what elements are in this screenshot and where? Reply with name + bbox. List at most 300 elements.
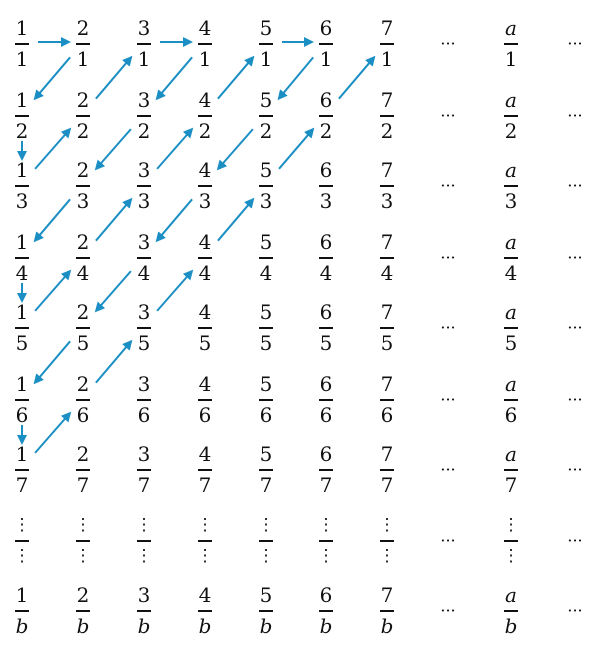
denominator: 4 bbox=[198, 260, 212, 285]
fraction-cell bbox=[497, 443, 525, 496]
numerator: 4 bbox=[198, 230, 212, 254]
numerator: 4 bbox=[198, 372, 212, 396]
fraction-bar bbox=[380, 610, 394, 612]
horizontal-ellipsis: ··· bbox=[567, 390, 583, 409]
fraction-cell bbox=[373, 443, 401, 496]
fraction-bar bbox=[319, 327, 333, 329]
horizontal-ellipsis: ··· bbox=[440, 531, 456, 550]
denominator: b bbox=[259, 613, 273, 638]
numerator: 5 bbox=[259, 442, 273, 466]
fraction-bar bbox=[259, 540, 273, 542]
fraction-cell bbox=[69, 159, 97, 212]
numerator: ⋮ bbox=[74, 515, 92, 535]
denominator: 1 bbox=[15, 46, 29, 71]
fraction-bar bbox=[259, 185, 273, 187]
fraction-bar bbox=[76, 327, 90, 329]
fraction-cell bbox=[8, 373, 36, 426]
fraction-cell bbox=[191, 159, 219, 212]
denominator: b bbox=[380, 613, 394, 638]
fraction-bar bbox=[504, 257, 518, 259]
denominator: 1 bbox=[319, 46, 333, 71]
numerator: ⋮ bbox=[502, 515, 520, 535]
denominator: 7 bbox=[15, 472, 29, 497]
numerator: 5 bbox=[259, 230, 273, 254]
fraction-cell bbox=[373, 231, 401, 284]
fraction-bar bbox=[198, 469, 212, 471]
vertical-ellipsis-fraction bbox=[8, 514, 36, 567]
numerator: 3 bbox=[137, 88, 151, 112]
fraction-cell bbox=[8, 89, 36, 142]
fraction-bar bbox=[15, 257, 29, 259]
horizontal-ellipsis: ··· bbox=[567, 531, 583, 550]
denominator: b bbox=[198, 613, 212, 638]
denominator: 7 bbox=[198, 472, 212, 497]
fraction-bar bbox=[504, 399, 518, 401]
numerator: 3 bbox=[137, 442, 151, 466]
denominator: 2 bbox=[137, 118, 151, 143]
fraction-cell bbox=[312, 89, 340, 142]
denominator: 7 bbox=[259, 472, 273, 497]
fraction-bar bbox=[198, 610, 212, 612]
fraction-bar bbox=[504, 185, 518, 187]
denominator: 4 bbox=[380, 260, 394, 285]
fraction-bar bbox=[15, 399, 29, 401]
horizontal-ellipsis: ··· bbox=[440, 106, 456, 125]
denominator: 6 bbox=[76, 402, 90, 427]
fraction-cell bbox=[497, 584, 525, 637]
fraction-bar bbox=[15, 540, 29, 542]
horizontal-ellipsis: ··· bbox=[440, 318, 456, 337]
numerator: a bbox=[505, 16, 517, 40]
fraction-cell bbox=[191, 301, 219, 354]
fraction-cell bbox=[252, 443, 280, 496]
fraction-cell bbox=[191, 373, 219, 426]
denominator: 4 bbox=[76, 260, 90, 285]
denominator: ⋮ bbox=[257, 545, 275, 566]
numerator: 5 bbox=[259, 300, 273, 324]
denominator: 3 bbox=[15, 188, 29, 213]
fraction-cell bbox=[497, 159, 525, 212]
denominator: 3 bbox=[137, 188, 151, 213]
numerator: 4 bbox=[198, 300, 212, 324]
fraction-cell bbox=[312, 373, 340, 426]
denominator: b bbox=[504, 613, 518, 638]
fraction-bar bbox=[15, 327, 29, 329]
numerator: 5 bbox=[259, 583, 273, 607]
denominator: b bbox=[319, 613, 333, 638]
fraction-bar bbox=[76, 469, 90, 471]
horizontal-ellipsis: ··· bbox=[440, 390, 456, 409]
denominator: 3 bbox=[198, 188, 212, 213]
fraction-cell bbox=[252, 584, 280, 637]
numerator: a bbox=[505, 372, 517, 396]
denominator: 1 bbox=[504, 46, 518, 71]
denominator: 5 bbox=[259, 330, 273, 355]
fraction-cell bbox=[191, 17, 219, 70]
denominator: 2 bbox=[504, 118, 518, 143]
fraction-cell bbox=[130, 443, 158, 496]
fraction-bar bbox=[76, 43, 90, 45]
numerator: a bbox=[505, 230, 517, 254]
horizontal-ellipsis: ··· bbox=[567, 601, 583, 620]
vertical-ellipsis-fraction bbox=[191, 514, 219, 567]
fraction-bar bbox=[259, 43, 273, 45]
fraction-bar bbox=[198, 43, 212, 45]
fraction-cell bbox=[8, 301, 36, 354]
numerator: 7 bbox=[380, 583, 394, 607]
denominator: 2 bbox=[319, 118, 333, 143]
numerator: 1 bbox=[15, 158, 29, 182]
numerator: 6 bbox=[319, 583, 333, 607]
fraction-bar bbox=[76, 257, 90, 259]
fraction-cell bbox=[69, 584, 97, 637]
fraction-bar bbox=[319, 399, 333, 401]
numerator: 6 bbox=[319, 300, 333, 324]
numerator: 1 bbox=[15, 300, 29, 324]
fraction-bar bbox=[259, 115, 273, 117]
fraction-cell bbox=[312, 301, 340, 354]
vertical-ellipsis-fraction bbox=[373, 514, 401, 567]
numerator: 2 bbox=[76, 300, 90, 324]
numerator: 1 bbox=[15, 583, 29, 607]
numerator: 7 bbox=[380, 230, 394, 254]
denominator: 5 bbox=[198, 330, 212, 355]
fraction-cell bbox=[373, 301, 401, 354]
denominator: 5 bbox=[15, 330, 29, 355]
fraction-cell bbox=[373, 17, 401, 70]
denominator: 5 bbox=[380, 330, 394, 355]
fraction-cell bbox=[130, 89, 158, 142]
vertical-ellipsis-fraction bbox=[69, 514, 97, 567]
fraction-bar bbox=[137, 43, 151, 45]
fraction-cell bbox=[312, 584, 340, 637]
fraction-bar bbox=[198, 540, 212, 542]
fraction-bar bbox=[259, 610, 273, 612]
numerator: 6 bbox=[319, 230, 333, 254]
vertical-ellipsis-fraction bbox=[252, 514, 280, 567]
numerator: a bbox=[505, 88, 517, 112]
fraction-cell bbox=[130, 584, 158, 637]
fraction-bar bbox=[76, 540, 90, 542]
denominator: 5 bbox=[319, 330, 333, 355]
numerator: 2 bbox=[76, 158, 90, 182]
fraction-bar bbox=[137, 540, 151, 542]
denominator: 6 bbox=[15, 402, 29, 427]
fraction-cell bbox=[8, 584, 36, 637]
numerator: 7 bbox=[380, 158, 394, 182]
fraction-bar bbox=[137, 115, 151, 117]
fraction-cell bbox=[130, 301, 158, 354]
denominator: 4 bbox=[319, 260, 333, 285]
fraction-bar bbox=[380, 185, 394, 187]
fraction-bar bbox=[504, 610, 518, 612]
numerator: 3 bbox=[137, 583, 151, 607]
fraction-bar bbox=[198, 399, 212, 401]
vertical-ellipsis-fraction bbox=[130, 514, 158, 567]
denominator: b bbox=[76, 613, 90, 638]
fraction-cell bbox=[312, 231, 340, 284]
numerator: 5 bbox=[259, 158, 273, 182]
denominator: 4 bbox=[259, 260, 273, 285]
fraction-bar bbox=[15, 115, 29, 117]
fraction-cell bbox=[191, 443, 219, 496]
denominator: 7 bbox=[76, 472, 90, 497]
fraction-cell bbox=[69, 89, 97, 142]
fraction-cell bbox=[69, 301, 97, 354]
fraction-cell bbox=[497, 89, 525, 142]
numerator: 2 bbox=[76, 16, 90, 40]
numerator: 1 bbox=[15, 88, 29, 112]
denominator: 6 bbox=[504, 402, 518, 427]
numerator: 3 bbox=[137, 300, 151, 324]
horizontal-ellipsis: ··· bbox=[567, 460, 583, 479]
denominator: 3 bbox=[380, 188, 394, 213]
vertical-ellipsis-fraction bbox=[497, 514, 525, 567]
fraction-cell bbox=[130, 159, 158, 212]
fraction-cell bbox=[373, 373, 401, 426]
denominator: ⋮ bbox=[13, 545, 31, 566]
horizontal-ellipsis: ··· bbox=[567, 176, 583, 195]
horizontal-ellipsis: ··· bbox=[440, 460, 456, 479]
fraction-cell bbox=[69, 373, 97, 426]
fraction-bar bbox=[504, 327, 518, 329]
numerator: 3 bbox=[137, 230, 151, 254]
numerator: ⋮ bbox=[317, 515, 335, 535]
denominator: 4 bbox=[15, 260, 29, 285]
numerator: 1 bbox=[15, 372, 29, 396]
numerator: 4 bbox=[198, 158, 212, 182]
denominator: 5 bbox=[504, 330, 518, 355]
fraction-cell bbox=[312, 159, 340, 212]
numerator: 2 bbox=[76, 372, 90, 396]
numerator: 2 bbox=[76, 230, 90, 254]
vertical-ellipsis-fraction bbox=[312, 514, 340, 567]
denominator: 1 bbox=[137, 46, 151, 71]
fraction-cell bbox=[497, 373, 525, 426]
numerator: 7 bbox=[380, 372, 394, 396]
denominator: 2 bbox=[15, 118, 29, 143]
fraction-cell bbox=[69, 231, 97, 284]
denominator: 4 bbox=[504, 260, 518, 285]
numerator: 3 bbox=[137, 16, 151, 40]
denominator: ⋮ bbox=[196, 545, 214, 566]
denominator: ⋮ bbox=[378, 545, 396, 566]
fraction-cell bbox=[69, 443, 97, 496]
fraction-cell bbox=[8, 159, 36, 212]
fraction-bar bbox=[15, 610, 29, 612]
fraction-cell bbox=[312, 17, 340, 70]
fraction-bar bbox=[380, 327, 394, 329]
numerator: ⋮ bbox=[378, 515, 396, 535]
fraction-bar bbox=[259, 469, 273, 471]
numerator: 4 bbox=[198, 16, 212, 40]
numerator: 6 bbox=[319, 442, 333, 466]
horizontal-ellipsis: ··· bbox=[440, 601, 456, 620]
horizontal-ellipsis: ··· bbox=[440, 176, 456, 195]
horizontal-ellipsis: ··· bbox=[440, 34, 456, 53]
fraction-cell bbox=[191, 89, 219, 142]
numerator: 5 bbox=[259, 88, 273, 112]
denominator: b bbox=[137, 613, 151, 638]
numerator: ⋮ bbox=[257, 515, 275, 535]
fraction-cell bbox=[191, 584, 219, 637]
fraction-bar bbox=[198, 115, 212, 117]
denominator: ⋮ bbox=[317, 545, 335, 566]
denominator: ⋮ bbox=[74, 545, 92, 566]
denominator: 2 bbox=[259, 118, 273, 143]
fraction-bar bbox=[380, 469, 394, 471]
numerator: a bbox=[505, 300, 517, 324]
numerator: 3 bbox=[137, 372, 151, 396]
denominator: ⋮ bbox=[135, 545, 153, 566]
denominator: 6 bbox=[198, 402, 212, 427]
denominator: 7 bbox=[137, 472, 151, 497]
denominator: 1 bbox=[259, 46, 273, 71]
denominator: 6 bbox=[259, 402, 273, 427]
fraction-bar bbox=[504, 540, 518, 542]
fraction-bar bbox=[137, 399, 151, 401]
fraction-bar bbox=[504, 43, 518, 45]
fraction-cell bbox=[252, 89, 280, 142]
fraction-bar bbox=[319, 540, 333, 542]
fraction-cell bbox=[252, 17, 280, 70]
fraction-bar bbox=[76, 399, 90, 401]
fraction-cell bbox=[252, 373, 280, 426]
fraction-cell bbox=[8, 443, 36, 496]
horizontal-ellipsis: ··· bbox=[440, 248, 456, 267]
fraction-cell bbox=[130, 17, 158, 70]
numerator: 2 bbox=[76, 583, 90, 607]
numerator: 4 bbox=[198, 88, 212, 112]
fraction-cell bbox=[130, 373, 158, 426]
denominator: 1 bbox=[76, 46, 90, 71]
fraction-cell bbox=[497, 17, 525, 70]
fraction-bar bbox=[319, 257, 333, 259]
fraction-bar bbox=[15, 185, 29, 187]
denominator: 7 bbox=[504, 472, 518, 497]
fraction-bar bbox=[259, 399, 273, 401]
fraction-cell bbox=[130, 231, 158, 284]
fraction-cell bbox=[8, 231, 36, 284]
numerator: 2 bbox=[76, 88, 90, 112]
fraction-cell bbox=[312, 443, 340, 496]
fraction-bar bbox=[319, 469, 333, 471]
denominator: 6 bbox=[319, 402, 333, 427]
numerator: 6 bbox=[319, 16, 333, 40]
fraction-bar bbox=[319, 185, 333, 187]
fraction-bar bbox=[137, 610, 151, 612]
denominator: 3 bbox=[504, 188, 518, 213]
denominator: 5 bbox=[76, 330, 90, 355]
numerator: 7 bbox=[380, 442, 394, 466]
fraction-bar bbox=[76, 610, 90, 612]
numerator: a bbox=[505, 158, 517, 182]
denominator: 2 bbox=[380, 118, 394, 143]
fraction-cell bbox=[373, 584, 401, 637]
numerator: ⋮ bbox=[196, 515, 214, 535]
fraction-bar bbox=[76, 185, 90, 187]
fraction-bar bbox=[380, 399, 394, 401]
denominator: 3 bbox=[259, 188, 273, 213]
numerator: ⋮ bbox=[13, 515, 31, 535]
numerator: ⋮ bbox=[135, 515, 153, 535]
numerator: 5 bbox=[259, 16, 273, 40]
denominator: 1 bbox=[380, 46, 394, 71]
denominator: 2 bbox=[198, 118, 212, 143]
fraction-bar bbox=[259, 327, 273, 329]
denominator: 5 bbox=[137, 330, 151, 355]
numerator: 1 bbox=[15, 16, 29, 40]
fraction-bar bbox=[380, 115, 394, 117]
fraction-cell bbox=[252, 159, 280, 212]
fraction-cell bbox=[69, 17, 97, 70]
fraction-bar bbox=[15, 469, 29, 471]
numerator: 7 bbox=[380, 300, 394, 324]
numerator: a bbox=[505, 442, 517, 466]
numerator: 1 bbox=[15, 442, 29, 466]
denominator: 7 bbox=[319, 472, 333, 497]
numerator: 1 bbox=[15, 230, 29, 254]
numerator: 6 bbox=[319, 88, 333, 112]
numerator: 7 bbox=[380, 16, 394, 40]
fraction-bar bbox=[259, 257, 273, 259]
fraction-bar bbox=[137, 185, 151, 187]
fraction-bar bbox=[198, 185, 212, 187]
denominator: ⋮ bbox=[502, 545, 520, 566]
numerator: 4 bbox=[198, 583, 212, 607]
fraction-bar bbox=[504, 115, 518, 117]
fraction-cell bbox=[8, 17, 36, 70]
denominator: 2 bbox=[76, 118, 90, 143]
numerator: 6 bbox=[319, 372, 333, 396]
fraction-bar bbox=[319, 610, 333, 612]
fraction-bar bbox=[380, 540, 394, 542]
fraction-bar bbox=[380, 257, 394, 259]
numerator: 2 bbox=[76, 442, 90, 466]
horizontal-ellipsis: ··· bbox=[567, 318, 583, 337]
fraction-bar bbox=[137, 327, 151, 329]
numerator: 6 bbox=[319, 158, 333, 182]
fraction-cell bbox=[373, 89, 401, 142]
fraction-cell bbox=[252, 301, 280, 354]
fraction-bar bbox=[76, 115, 90, 117]
fraction-bar bbox=[319, 43, 333, 45]
denominator: 7 bbox=[380, 472, 394, 497]
denominator: 3 bbox=[76, 188, 90, 213]
fraction-cell bbox=[497, 301, 525, 354]
denominator: 4 bbox=[137, 260, 151, 285]
fraction-cell bbox=[373, 159, 401, 212]
horizontal-ellipsis: ··· bbox=[567, 248, 583, 267]
denominator: 3 bbox=[319, 188, 333, 213]
denominator: 6 bbox=[137, 402, 151, 427]
fraction-bar bbox=[319, 115, 333, 117]
fraction-bar bbox=[15, 43, 29, 45]
fraction-cell bbox=[497, 231, 525, 284]
fraction-cell bbox=[191, 231, 219, 284]
numerator: 4 bbox=[198, 442, 212, 466]
denominator: 1 bbox=[198, 46, 212, 71]
fraction-bar bbox=[504, 469, 518, 471]
fraction-bar bbox=[380, 43, 394, 45]
numerator: 5 bbox=[259, 372, 273, 396]
horizontal-ellipsis: ··· bbox=[567, 34, 583, 53]
numerator: a bbox=[505, 583, 517, 607]
fraction-bar bbox=[198, 257, 212, 259]
fraction-bar bbox=[137, 257, 151, 259]
numerator: 3 bbox=[137, 158, 151, 182]
fraction-cell bbox=[252, 231, 280, 284]
